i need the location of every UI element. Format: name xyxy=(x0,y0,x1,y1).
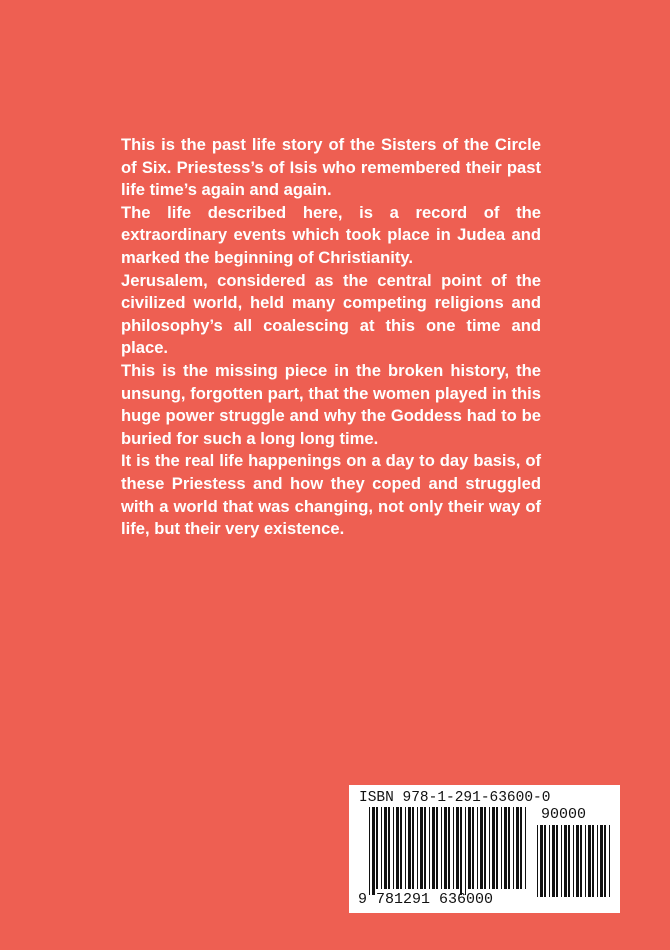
barcode-bar xyxy=(561,825,562,897)
price-addon-label: 90000 xyxy=(541,806,587,823)
isbn-barcode xyxy=(349,785,620,913)
barcode-bar xyxy=(552,825,555,897)
back-cover-blurb xyxy=(121,134,541,541)
barcode-bar xyxy=(453,807,454,889)
barcode-bar xyxy=(412,807,414,889)
blurb-paragraph-4: This is the missing piece in the broken history, the unsung, forgotten part, that the women played in this huge power struggle and why the Goddess had to be buried for such a long long time. xyxy=(121,360,541,448)
barcode-bar xyxy=(501,807,502,889)
barcode-bar xyxy=(400,807,402,889)
barcode-bar xyxy=(369,807,370,895)
barcode-bar xyxy=(405,807,406,889)
barcode-bar xyxy=(513,807,514,889)
barcode-bar xyxy=(477,807,478,889)
barcode-bar xyxy=(468,807,471,889)
barcode-bar xyxy=(585,825,586,897)
barcode-bar xyxy=(525,807,526,889)
barcode-bar xyxy=(472,807,474,889)
barcode-bar xyxy=(580,825,582,897)
barcode-bar xyxy=(537,825,538,897)
barcode-digits: 9 781291 636000 xyxy=(358,891,494,908)
barcode-bar xyxy=(396,807,399,889)
barcode-bar xyxy=(600,825,603,897)
barcode-bar xyxy=(516,807,519,889)
barcode-bar xyxy=(376,807,378,889)
barcode-bar xyxy=(489,807,490,889)
barcode-bar xyxy=(573,825,574,897)
blurb-paragraph-5: It is the real life happenings on a day to day basis, of these Priestess and how they coped and struggled with a world that was changing, not only their way of life, but their very existence. xyxy=(121,451,541,539)
blurb-paragraph-3: Jerusalem, considered as the central point of the civilized world, held many competing religions and philosophy’s all coalescing at this one time and place. xyxy=(121,270,541,358)
barcode-bar xyxy=(429,807,430,889)
barcode-bar xyxy=(441,807,442,889)
barcode-bar xyxy=(460,807,462,895)
barcode-bar xyxy=(484,807,486,889)
barcode-bar xyxy=(436,807,438,889)
barcode-bar xyxy=(609,825,610,897)
barcode-bar xyxy=(549,825,550,897)
barcode-bar xyxy=(568,825,570,897)
barcode-bar xyxy=(576,825,579,897)
barcode-bar xyxy=(597,825,598,897)
blurb-paragraph-2: The life described here, is a record of the extraordinary events which took place in Judea and marked the beginning of Christianity. xyxy=(121,202,541,267)
barcode-bar xyxy=(564,825,567,897)
barcode-bar xyxy=(520,807,522,889)
barcode-bar xyxy=(480,807,483,889)
barcode-bar xyxy=(417,807,418,889)
barcode-bar xyxy=(432,807,435,889)
barcode-bar xyxy=(496,807,498,889)
barcode-bar xyxy=(592,825,594,897)
barcode-bar xyxy=(424,807,426,889)
barcode-bar xyxy=(381,807,382,889)
barcode-bar xyxy=(384,807,387,889)
blurb-paragraph-1: This is the past life story of the Sisters of the Circle of Six. Priestess’s of Isis who remembered their past life time’s again and again. xyxy=(121,135,541,200)
barcode-bar xyxy=(504,807,507,889)
barcode-bar xyxy=(604,825,606,897)
barcode-bar xyxy=(444,807,447,889)
barcode-bar xyxy=(408,807,411,889)
barcode-bar xyxy=(540,825,543,897)
barcode-bar xyxy=(388,807,390,889)
barcode-bar xyxy=(544,825,546,897)
barcode-bar xyxy=(465,807,466,895)
barcode-bar xyxy=(588,825,591,897)
barcode-bar xyxy=(420,807,423,889)
barcode-bar xyxy=(372,807,375,895)
barcode-bar xyxy=(556,825,558,897)
barcode-bar xyxy=(508,807,510,889)
barcode-bar xyxy=(456,807,459,889)
addon-barcode-bars xyxy=(537,825,610,897)
main-barcode-bars xyxy=(369,807,526,895)
barcode-bar xyxy=(448,807,450,889)
isbn-label: ISBN 978-1-291-63600-0 xyxy=(359,790,551,806)
barcode-bar xyxy=(393,807,394,889)
barcode-bar xyxy=(492,807,495,889)
